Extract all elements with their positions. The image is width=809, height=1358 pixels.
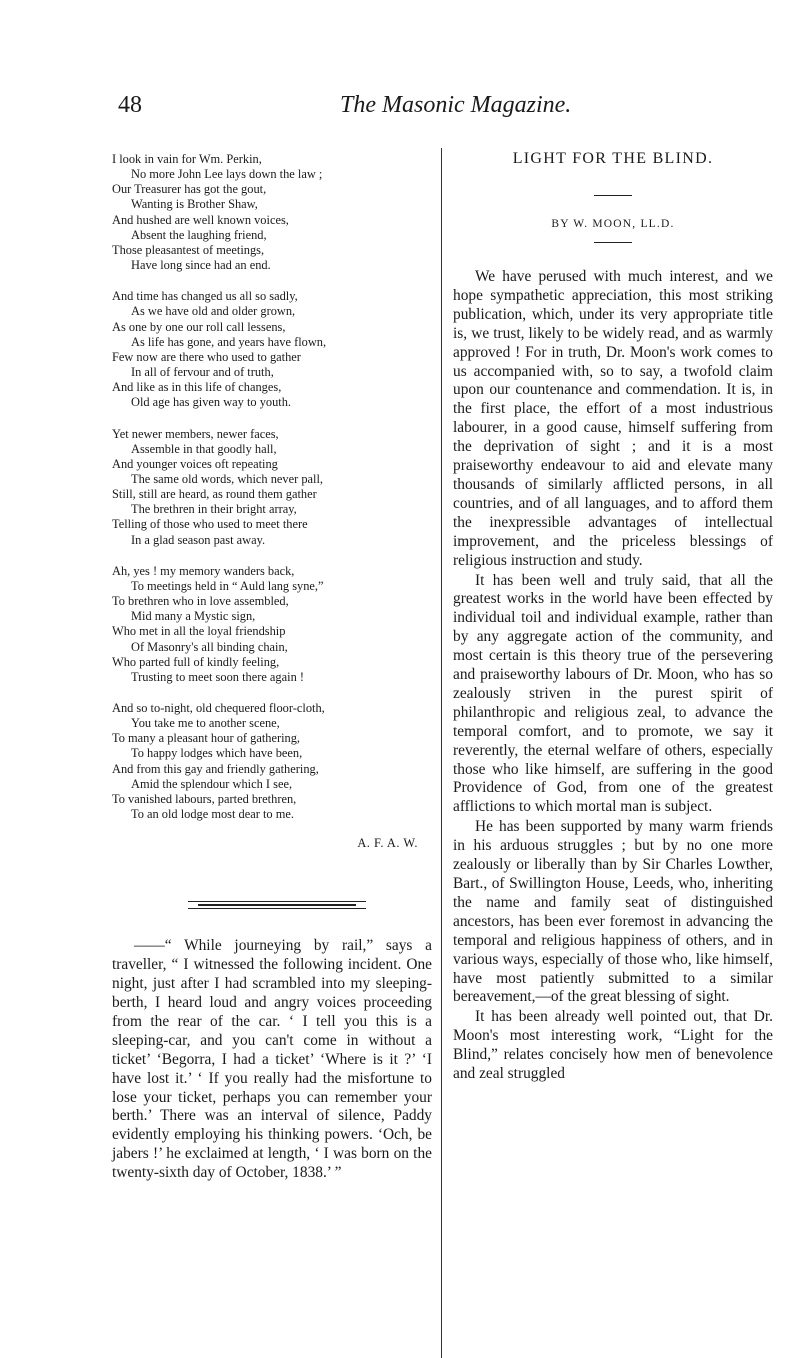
poem-stanza <box>112 564 432 685</box>
poem-line: Few now are there who used to gather <box>112 349 301 364</box>
poem-line: Who parted full of kindly feeling, <box>112 654 280 669</box>
article-paragraph: We have perused with much interest, and we hope sympathetic appreciation, this most striking publication, which, under its very appropriate title is, we trust, likely to be widely read, and as warmly approved ! For in truth, Dr. Moon's work comes to us accompanied with, so to say, a twofold claim upon our countenance and commendation. It is, in the first place, the effort of a most industrious labourer, in a good cause, himself suffering from the deprivation of sight ; and it is a most praiseworthy endeavour to aid and elevate many thousands of similarly afflicted persons, in all countries, and of all languages, and to afford them the inexpressible advantages of intellectual improvement, and the priceless blessings of religious instruction and study. <box>453 268 773 569</box>
byline-rule <box>594 242 632 243</box>
poem-line: No more John Lee lays down the law ; <box>131 167 323 182</box>
poem-stanza <box>112 701 432 822</box>
article-body <box>453 268 773 1084</box>
poem-line: To happy lodges which have been, <box>131 746 303 761</box>
poem-line: Telling of those who used to meet there <box>112 517 308 532</box>
poem-line: Yet newer members, newer faces, <box>112 426 279 441</box>
poem-line: Of Masonry's all binding chain, <box>131 639 288 654</box>
poem-stanza <box>112 152 432 273</box>
page-header <box>0 92 809 132</box>
left-column <box>112 150 432 1183</box>
poem-line: Our Treasurer has got the gout, <box>112 182 267 197</box>
poem-line: The brethren in their bright array, <box>131 502 297 517</box>
poem-line: The same old words, which never pall, <box>131 471 324 486</box>
poem-line: Absent the laughing friend, <box>131 227 267 242</box>
article-paragraph: It has been already well pointed out, that Dr. Moon's most interesting work, “Light for the Blind,” relates concisely how men of benevolence and zeal struggled <box>453 1008 773 1083</box>
poem-line: Those pleasantest of meetings, <box>112 242 265 257</box>
poem-line: And from this gay and friendly gathering, <box>112 761 319 776</box>
page-number: 48 <box>118 92 142 118</box>
section-ornament <box>188 901 366 909</box>
poem-line: You take me to another scene, <box>131 716 280 731</box>
poem-line: To meetings held in “ Auld lang syne,” <box>131 578 324 593</box>
poem-line: Trusting to meet soon there again ! <box>131 669 304 684</box>
anecdote-paragraph: ——“ While journeying by rail,” says a traveller, “ I witnessed the following incident. One night, just after I had scrambled into my sleeping-berth, I heard loud and angry voices proceeding from the rear of the car. ‘ I tell you this is a sleeping-car, and you can't come in without a ticket’ ‘Begorra, I had a ticket’ ‘Where is it ?’ ‘I have lost it.’ ‘ If you really had the misfortune to lose your ticket, perhaps you can remember your berth.’ There was an interval of silence, Paddy evidently employing his thinking powers. ‘Och, be jabers !’ he exclaimed at length, ‘ I was born on the twenty-sixth day of October, 1838.’ ” <box>112 937 432 1182</box>
poem-line: To brethren who in love assembled, <box>112 594 289 609</box>
poem-line: I look in vain for Wm. Perkin, <box>112 152 262 166</box>
poem-line: As we have old and older grown, <box>131 304 296 319</box>
right-column <box>453 150 773 1084</box>
poem-line: Ah, yes ! my memory wanders back, <box>112 563 295 578</box>
poem-line: In a glad season past away. <box>131 532 266 547</box>
article-paragraph: It has been well and truly said, that all the greatest works in the world have been effected by individual toil and individual example, rather than by any aggregate action of the community, and most certain is this theory true of the persevering and praiseworthy labours of Dr. Moon, who has so zealously striven in the purest spirit of philanthropic and religious zeal, to advance the temporal comfort, and to promote, we say it reverently, the eternal welfare of others, especially those who like himself, are suffering in the good Providence of God, from one of the greatest afflictions to which mortal man is subject. <box>453 571 773 816</box>
poem-line: Assemble in that goodly hall, <box>131 441 277 456</box>
poem-line: As life has gone, and years have flown, <box>131 334 327 349</box>
poem-line: To many a pleasant hour of gathering, <box>112 731 301 746</box>
poem-line: Who met in all the loyal friendship <box>112 624 286 639</box>
title-rule <box>594 195 632 196</box>
column-divider <box>441 148 442 1358</box>
poem-line: Amid the splendour which I see, <box>131 776 293 791</box>
poem-line: And so to-night, old chequered floor-cloth, <box>112 701 325 715</box>
poem-line: Still, still are heard, as round them gather <box>112 487 317 502</box>
poem-stanza <box>112 427 432 548</box>
poem-line: And younger voices oft repeating <box>112 456 278 471</box>
article-title: LIGHT FOR THE BLIND. <box>512 150 714 167</box>
magazine-title: The Masonic Magazine. <box>340 92 572 118</box>
poem-line: And hushed are well known voices, <box>112 212 289 227</box>
poem <box>112 152 432 822</box>
poem-stanza <box>112 289 432 410</box>
poem-line: As one by one our roll call lessens, <box>112 319 286 334</box>
poem-line: And like as in this life of changes, <box>112 380 282 395</box>
article-paragraph: He has been supported by many warm friends in his arduous struggles ; but by no one more zealously or liberally than by Sir Charles Lowther, Bart., of Swillington House, Leeds, who, inheriting the name and family seat of distinguished ancestors, has been ever foremost in advancing the temporal and religious happiness of others, and in various ways, especially of those who, like himself, have most patiently submitted to a similar bereavement,—of the great blessing of sight. <box>453 818 773 1006</box>
article-byline: BY W. MOON, LL.D. <box>551 218 675 230</box>
poem-line: And time has changed us all so sadly, <box>112 289 298 304</box>
poem-line: Have long since had an end. <box>131 258 271 273</box>
poem-line: To an old lodge most dear to me. <box>131 807 294 822</box>
poem-line: To vanished labours, parted brethren, <box>112 791 297 806</box>
poem-signature: A. F. A. W. <box>357 836 418 851</box>
poem-line: Old age has given way to youth. <box>131 395 292 410</box>
poem-line: Mid many a Mystic sign, <box>131 609 256 624</box>
anecdote-text <box>112 937 432 1183</box>
poem-line: In all of fervour and of truth, <box>131 365 274 380</box>
poem-line: Wanting is Brother Shaw, <box>131 197 258 212</box>
